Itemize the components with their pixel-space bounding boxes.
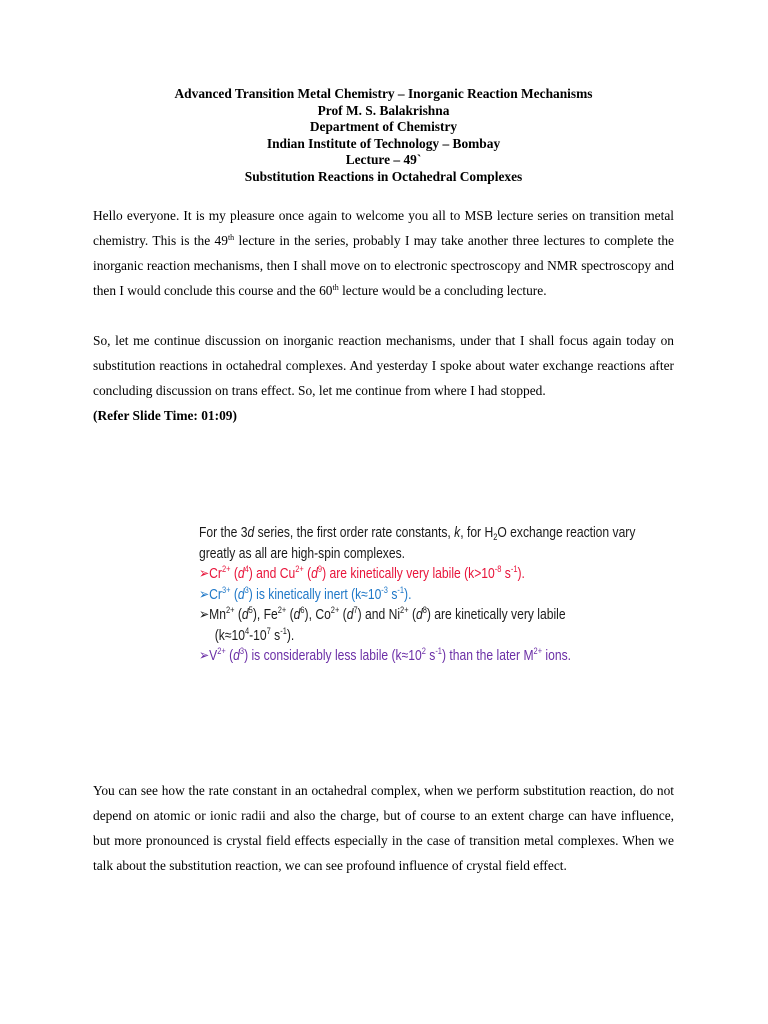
institute-name: Indian Institute of Technology – Bombay xyxy=(266,135,501,151)
slide-intro-line-2: greatly as all are high-spin complexes. xyxy=(199,545,406,562)
slide-bullet-cr3: $➢Cr^{3+}$ $(d^3)$ is kinetically inert ($k\approx 10^{-3}$ $s^{-1}$). xyxy=(199,584,412,603)
slide-bullet-mn-fe-co-ni-line-2: ($k\approx 10^4-10^7$ $s^{-1}$). xyxy=(214,625,295,644)
lecture-title: Substitution Reactions in Octahedral Complexes xyxy=(244,168,523,184)
document-header xyxy=(93,86,674,185)
slide-intro-line-1: For the 3d series, the first order rate constants, k, for $H_2O$ exchange reaction vary xyxy=(199,525,636,542)
professor-name: Prof M. S. Balakrishna xyxy=(317,102,450,118)
paragraph-intro: Hello everyone. It is my pleasure once again to welcome you all to MSB lecture series on transition metal chemistry. This is the 49th lecture in the series, probably I may take another three lectures to complete the inorganic reaction mechanisms, then I shall move on to electronic spectroscopy and NMR spectroscopy and then I would conclude this course and the 60th lecture would be a concluding lecture. xyxy=(93,208,674,298)
refer-slide-time: (Refer Slide Time: 01:09) xyxy=(93,408,237,423)
lecture-number: Lecture – 49` xyxy=(345,152,422,167)
slide-bullet-mn-fe-co-ni: $➢Mn^{2+}$ $(d^5)$, $Fe^{2+}$ $(d^6)$, $Co^{2+}$ $(d^7)$ and $Ni^{2+}$ $(d^8)$ are kinetically very labile xyxy=(199,605,566,623)
slide-bullet-v2: $➢V^{2+}$ $(d^3)$ is considerably less labile ($k\approx 10^2$ $s^{-1}$) than the later $M^{2+}$ ions. xyxy=(199,646,572,664)
arrow-bullet-icon: ➢ xyxy=(199,607,210,623)
course-title: Advanced Transition Metal Chemistry – Inorganic Reaction Mechanisms xyxy=(174,86,593,101)
paragraph-rate-constant: You can see how the rate constant in an octahedral complex, when we perform substitution reaction, do not depend on atomic or ionic radii and also the charge, but of course to an extent charge can have influence, but more pronounced is crystal field effects especially in the case of transition metal complexes. When we talk about the substitution reaction, we can see profound influence of crystal field effect. xyxy=(93,783,674,873)
lecture-slide xyxy=(199,523,636,771)
department-name: Department of Chemistry xyxy=(309,119,458,134)
paragraph-continue: So, let me continue discussion on inorganic reaction mechanisms, under that I shall focus again today on substitution reactions in octahedral complexes. And yesterday I spoke about water exchange reactions after concluding discussion on trans effect. So, let me continue from where I had stopped. xyxy=(93,333,674,398)
arrow-bullet-icon: ➢ xyxy=(199,648,210,664)
document-page xyxy=(93,86,674,873)
arrow-bullet-icon: ➢ xyxy=(199,586,210,603)
slide-bullet-cr-cu: $➢Cr^{2+}$ $(d^4)$ and $Cu^{2+}$ $(d^9)$ are kinetically very labile ($k>10^{-8}$ $s^{-1}$). xyxy=(199,564,525,582)
arrow-bullet-icon: ➢ xyxy=(199,566,210,582)
